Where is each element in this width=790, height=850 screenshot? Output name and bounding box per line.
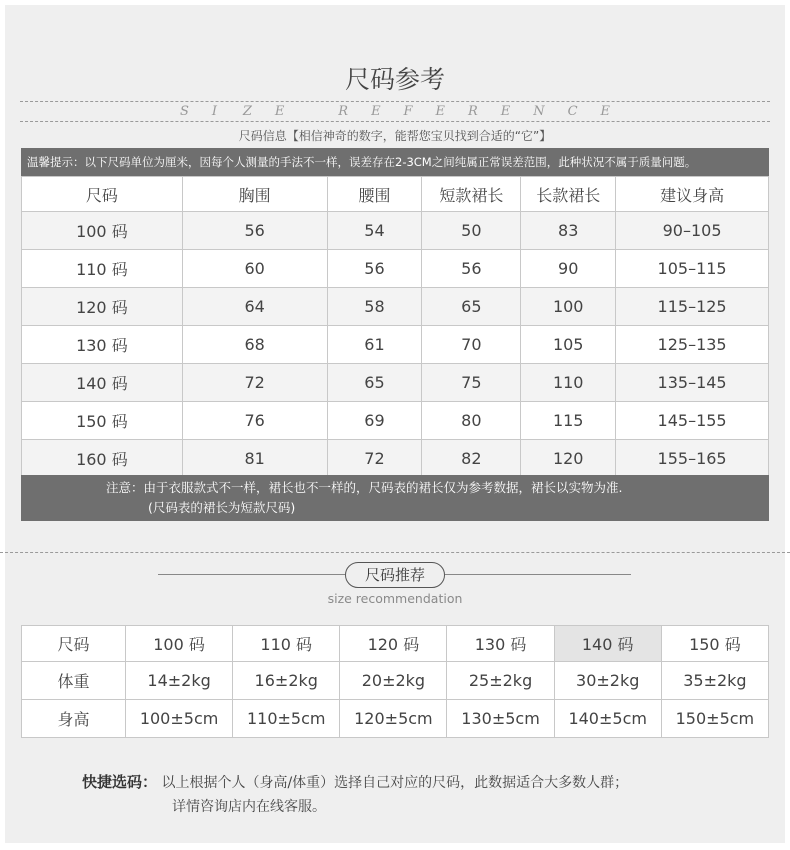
recommendation-title: 尺码推荐 — [345, 562, 445, 588]
subtitle-letter: S — [180, 104, 189, 119]
tagline: 尺码信息【相信神奇的数字，能帮您宝贝找到合适的“它”】 — [238, 129, 552, 143]
size-table-row — [22, 440, 769, 478]
recommendation-cell: 140±5cm — [554, 700, 661, 738]
page-title: 尺码参考 — [344, 65, 445, 94]
recommendation-cell: 14±2kg — [126, 662, 233, 700]
size-table-cell: 72 — [182, 364, 327, 402]
recommendation-cell: 150±5cm — [661, 700, 768, 738]
size-table-cell: 110 码 — [22, 250, 183, 288]
size-table-header-cell: 长款裙长 — [521, 177, 616, 212]
size-table-cell: 135–145 — [616, 364, 769, 402]
size-table-cell: 68 — [182, 326, 327, 364]
subtitle-letter: R — [468, 104, 478, 119]
size-table-cell: 56 — [327, 250, 422, 288]
size-reference-subtitle — [180, 104, 610, 119]
size-table-cell: 130 码 — [22, 326, 183, 364]
subtitle-letter: E — [435, 104, 446, 119]
size-table-row — [22, 364, 769, 402]
size-table-cell: 125–135 — [616, 326, 769, 364]
subtitle-letter: Z — [242, 104, 252, 119]
size-table-cell: 115–125 — [616, 288, 769, 326]
recommendation-cell: 100±5cm — [126, 700, 233, 738]
size-table-cell: 82 — [422, 440, 521, 478]
recommendation-cell: 120 码 — [340, 626, 447, 662]
size-table-cell: 120 — [521, 440, 616, 478]
notice-banner: 温馨提示：以下尺码单位为厘米，因每个人测量的手法不一样，误差存在2-3CM之间纯属正常误差范围，此种状况不属于质量问题。 — [21, 148, 769, 176]
footnote-line-2: (尺码表的裙长为短款尺码) — [148, 500, 296, 515]
size-table-cell: 90–105 — [616, 212, 769, 250]
size-table-header-cell: 胸围 — [182, 177, 327, 212]
size-table-cell: 60 — [182, 250, 327, 288]
rec-line-left — [158, 574, 345, 575]
recommendation-row-label: 体重 — [22, 662, 126, 700]
recommendation-cell: 16±2kg — [233, 662, 340, 700]
recommendation-row-label: 身高 — [22, 700, 126, 738]
size-table-cell: 115 — [521, 402, 616, 440]
size-table-cell: 120 码 — [22, 288, 183, 326]
size-table-row — [22, 326, 769, 364]
size-table — [21, 176, 769, 478]
recommendation-cell: 110 码 — [233, 626, 340, 662]
subtitle-letter: E — [600, 104, 610, 119]
recommendation-row — [22, 626, 769, 662]
recommendation-cell: 110±5cm — [233, 700, 340, 738]
recommendation-row — [22, 662, 769, 700]
subtitle-letter: N — [533, 104, 545, 119]
recommendation-cell: 25±2kg — [447, 662, 554, 700]
rec-line-right — [445, 574, 631, 575]
size-table-cell: 105–115 — [616, 250, 769, 288]
recommendation-cell: 30±2kg — [554, 662, 661, 700]
subtitle-letter: E — [274, 104, 285, 119]
subtitle-letter: C — [567, 104, 578, 119]
size-table-header-cell: 腰围 — [327, 177, 422, 212]
size-table-row — [22, 402, 769, 440]
quick-pick-line-1: 以上根据个人（身高/体重）选择自己对应的尺码，此数据适合大多数人群； — [161, 775, 629, 791]
subtitle-letter — [307, 104, 315, 119]
size-table-cell: 145–155 — [616, 402, 769, 440]
recommendation-row-label: 尺码 — [22, 626, 126, 662]
size-table-cell: 140 码 — [22, 364, 183, 402]
size-table-cell: 90 — [521, 250, 616, 288]
recommendation-row — [22, 700, 769, 738]
quick-pick-note — [82, 770, 628, 819]
subtitle-letter: E — [371, 104, 381, 119]
size-table-cell: 75 — [422, 364, 521, 402]
footnote-line-1: 注意：由于衣服款式不一样，裙长也不一样的，尺码表的裙长仅为参考数据，裙长以实物为准. — [106, 480, 623, 495]
quick-pick-line-2: 详情咨询店内在线客服。 — [172, 799, 326, 815]
size-table-cell: 105 — [521, 326, 616, 364]
size-table-cell: 160 码 — [22, 440, 183, 478]
recommendation-cell: 130±5cm — [447, 700, 554, 738]
size-table-header-cell: 建议身高 — [616, 177, 769, 212]
size-table-cell: 76 — [182, 402, 327, 440]
size-table-cell: 61 — [327, 326, 422, 364]
subtitle-letter: I — [211, 104, 218, 119]
divider-top-2 — [20, 121, 770, 122]
size-table-cell: 150 码 — [22, 402, 183, 440]
size-table-row — [22, 288, 769, 326]
quick-pick-label: 快捷选码： — [82, 773, 158, 791]
size-table-cell: 54 — [327, 212, 422, 250]
recommendation-cell: 35±2kg — [661, 662, 768, 700]
subtitle-letter: E — [500, 104, 511, 119]
size-table-cell: 155–165 — [616, 440, 769, 478]
size-table-cell: 80 — [422, 402, 521, 440]
recommendation-cell: 100 码 — [126, 626, 233, 662]
recommendation-cell: 120±5cm — [340, 700, 447, 738]
section-divider — [0, 552, 790, 553]
size-table-cell: 110 — [521, 364, 616, 402]
size-table-cell: 50 — [422, 212, 521, 250]
size-table-cell: 64 — [182, 288, 327, 326]
footnote-banner — [21, 475, 769, 521]
recommendation-cell: 140 码 — [554, 626, 661, 662]
recommendation-cell: 150 码 — [661, 626, 768, 662]
size-table-cell: 81 — [182, 440, 327, 478]
size-table-cell: 58 — [327, 288, 422, 326]
size-table-cell: 72 — [327, 440, 422, 478]
divider-top — [20, 101, 770, 102]
size-table-cell: 83 — [521, 212, 616, 250]
size-table-cell: 100 — [521, 288, 616, 326]
size-table-row — [22, 212, 769, 250]
size-table-cell: 65 — [422, 288, 521, 326]
size-table-row — [22, 250, 769, 288]
size-table-header-cell: 短款裙长 — [422, 177, 521, 212]
recommendation-cell: 130 码 — [447, 626, 554, 662]
size-table-cell: 56 — [182, 212, 327, 250]
size-table-header-cell: 尺码 — [22, 177, 183, 212]
size-table-cell: 100 码 — [22, 212, 183, 250]
size-table-cell: 65 — [327, 364, 422, 402]
size-table-cell: 70 — [422, 326, 521, 364]
size-table-cell: 56 — [422, 250, 521, 288]
recommendation-subtitle: size recommendation — [327, 591, 463, 606]
subtitle-letter: R — [338, 104, 349, 119]
recommendation-cell: 20±2kg — [340, 662, 447, 700]
subtitle-letter: F — [403, 104, 413, 119]
recommendation-table — [21, 625, 769, 738]
size-table-header-row — [22, 177, 769, 212]
size-table-cell: 69 — [327, 402, 422, 440]
